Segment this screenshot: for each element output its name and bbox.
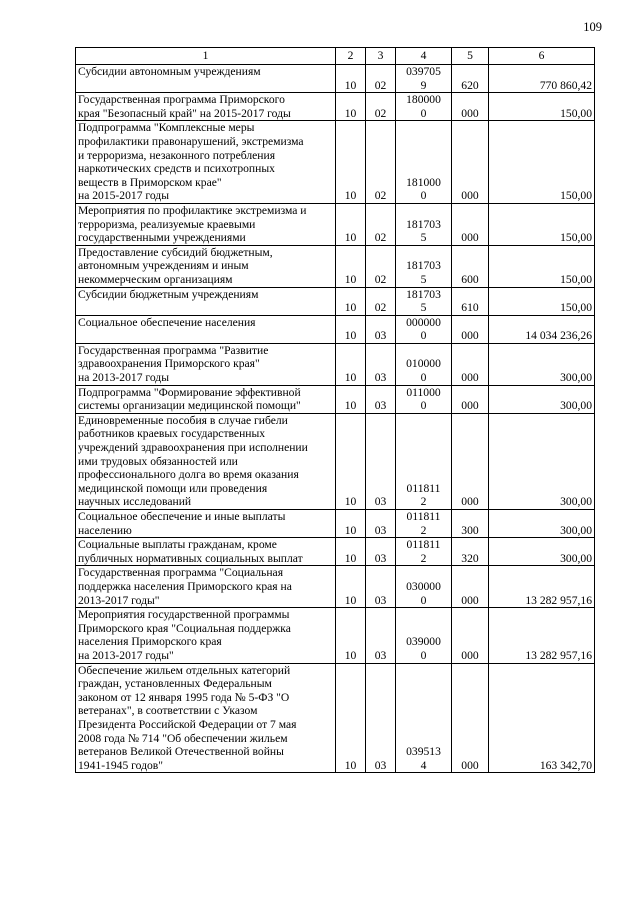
expense-type-cell: 000 [452, 413, 489, 509]
header-cell-6: 6 [489, 48, 595, 65]
header-cell-5: 5 [452, 48, 489, 65]
section-code-cell: 10 [336, 663, 366, 773]
header-cell-4: 4 [396, 48, 452, 65]
target-code-cell: 011811 2 [396, 538, 452, 566]
target-code-cell: 180000 0 [396, 93, 452, 121]
expense-type-cell: 000 [452, 93, 489, 121]
expense-type-cell: 610 [452, 287, 489, 315]
section-code-cell: 10 [336, 608, 366, 663]
amount-cell: 150,00 [489, 245, 595, 287]
amount-cell: 150,00 [489, 287, 595, 315]
row-name-cell: Предоставление субсидий бюджетным, автономным учреждениям и иным некоммерческим организациям [76, 245, 336, 287]
target-code-cell: 030000 0 [396, 566, 452, 608]
expense-type-cell: 000 [452, 315, 489, 343]
table-row [76, 245, 595, 287]
target-code-cell: 011811 2 [396, 413, 452, 509]
section-code-cell: 10 [336, 343, 366, 385]
target-code-cell: 181703 5 [396, 203, 452, 245]
amount-cell: 150,00 [489, 93, 595, 121]
header-cell-1: 1 [76, 48, 336, 65]
header-cell-3: 3 [366, 48, 396, 65]
expense-type-cell: 300 [452, 510, 489, 538]
section-code-cell: 10 [336, 287, 366, 315]
subsection-code-cell: 03 [366, 510, 396, 538]
target-code-cell: 181703 5 [396, 245, 452, 287]
target-code-cell: 000000 0 [396, 315, 452, 343]
table-row [76, 413, 595, 509]
table-row [76, 538, 595, 566]
row-name-cell: Социальное обеспечение и иные выплаты населению [76, 510, 336, 538]
table-row [76, 510, 595, 538]
row-name-cell: Обеспечение жильем отдельных категорий граждан, установленных Федеральным законом от 12 января 1995 года № 5-ФЗ "О ветеранах", в соответствии с Указом Президента Российской Федерации от 7 мая 2008 года № 714 "Об обеспечении жильем ветеранов Великой Отечественной войны 1941-1945 годов" [76, 663, 336, 773]
section-code-cell: 10 [336, 413, 366, 509]
section-code-cell: 10 [336, 510, 366, 538]
amount-cell: 13 282 957,16 [489, 608, 595, 663]
row-name-cell: Государственная программа "Социальная поддержка населения Приморского края на 2013-2017 годы" [76, 566, 336, 608]
subsection-code-cell: 02 [366, 287, 396, 315]
header-row [76, 48, 595, 65]
subsection-code-cell: 02 [366, 65, 396, 93]
expense-type-cell: 000 [452, 385, 489, 413]
row-name-cell: Подпрограмма "Формирование эффективной системы организации медицинской помощи" [76, 385, 336, 413]
target-code-cell: 039000 0 [396, 608, 452, 663]
page-number: 109 [583, 20, 602, 34]
subsection-code-cell: 03 [366, 538, 396, 566]
expense-type-cell: 000 [452, 121, 489, 204]
subsection-code-cell: 03 [366, 413, 396, 509]
amount-cell: 150,00 [489, 203, 595, 245]
amount-cell: 300,00 [489, 413, 595, 509]
subsection-code-cell: 03 [366, 343, 396, 385]
target-code-cell: 181000 0 [396, 121, 452, 204]
row-name-cell: Единовременные пособия в случае гибели работников краевых государственных учреждений здравоохранения при исполнении ими трудовых обязанностей или профессионального долга во время оказания медицинской помощи или проведения научных исследований [76, 413, 336, 509]
amount-cell: 150,00 [489, 121, 595, 204]
row-name-cell: Субсидии автономным учреждениям [76, 65, 336, 93]
table-row [76, 385, 595, 413]
section-code-cell: 10 [336, 93, 366, 121]
row-name-cell: Социальное обеспечение населения [76, 315, 336, 343]
expense-type-cell: 320 [452, 538, 489, 566]
table-row [76, 203, 595, 245]
target-code-cell: 039705 9 [396, 65, 452, 93]
section-code-cell: 10 [336, 203, 366, 245]
subsection-code-cell: 02 [366, 121, 396, 204]
target-code-cell: 039513 4 [396, 663, 452, 773]
amount-cell: 163 342,70 [489, 663, 595, 773]
subsection-code-cell: 03 [366, 608, 396, 663]
section-code-cell: 10 [336, 315, 366, 343]
section-code-cell: 10 [336, 245, 366, 287]
table-row [76, 663, 595, 773]
subsection-code-cell: 03 [366, 663, 396, 773]
row-name-cell: Государственная программа Приморского края "Безопасный край" на 2015-2017 годы [76, 93, 336, 121]
expense-type-cell: 000 [452, 566, 489, 608]
row-name-cell: Мероприятия по профилактике экстремизма и терроризма, реализуемые краевыми государственными учреждениями [76, 203, 336, 245]
amount-cell: 13 282 957,16 [489, 566, 595, 608]
amount-cell: 770 860,42 [489, 65, 595, 93]
table-row [76, 343, 595, 385]
amount-cell: 14 034 236,26 [489, 315, 595, 343]
amount-cell: 300,00 [489, 343, 595, 385]
subsection-code-cell: 02 [366, 203, 396, 245]
target-code-cell: 010000 0 [396, 343, 452, 385]
section-code-cell: 10 [336, 566, 366, 608]
section-code-cell: 10 [336, 538, 366, 566]
row-name-cell: Социальные выплаты гражданам, кроме публичных нормативных социальных выплат [76, 538, 336, 566]
table-row [76, 315, 595, 343]
subsection-code-cell: 02 [366, 245, 396, 287]
row-name-cell: Подпрограмма "Комплексные меры профилактики правонарушений, экстремизма и терроризма, незаконного потребления наркотических средств и психотропных веществ в Приморском крае" на 2015-2017 годы [76, 121, 336, 204]
target-code-cell: 011811 2 [396, 510, 452, 538]
expense-type-cell: 000 [452, 203, 489, 245]
section-code-cell: 10 [336, 385, 366, 413]
amount-cell: 300,00 [489, 538, 595, 566]
budget-table [75, 47, 595, 773]
row-name-cell: Субсидии бюджетным учреждениям [76, 287, 336, 315]
table-row [76, 121, 595, 204]
header-cell-2: 2 [336, 48, 366, 65]
expense-type-cell: 620 [452, 65, 489, 93]
section-code-cell: 10 [336, 121, 366, 204]
subsection-code-cell: 03 [366, 385, 396, 413]
table-row [76, 566, 595, 608]
amount-cell: 300,00 [489, 510, 595, 538]
expense-type-cell: 600 [452, 245, 489, 287]
expense-type-cell: 000 [452, 343, 489, 385]
section-code-cell: 10 [336, 65, 366, 93]
expense-type-cell: 000 [452, 663, 489, 773]
table-row [76, 608, 595, 663]
row-name-cell: Мероприятия государственной программы Приморского края "Социальная поддержка населения Приморского края на 2013-2017 годы" [76, 608, 336, 663]
subsection-code-cell: 03 [366, 315, 396, 343]
expense-type-cell: 000 [452, 608, 489, 663]
table-row [76, 65, 595, 93]
target-code-cell: 181703 5 [396, 287, 452, 315]
row-name-cell: Государственная программа "Развитие здравоохранения Приморского края" на 2013-2017 годы [76, 343, 336, 385]
table-row [76, 287, 595, 315]
table-row [76, 93, 595, 121]
subsection-code-cell: 02 [366, 93, 396, 121]
amount-cell: 300,00 [489, 385, 595, 413]
subsection-code-cell: 03 [366, 566, 396, 608]
target-code-cell: 011000 0 [396, 385, 452, 413]
